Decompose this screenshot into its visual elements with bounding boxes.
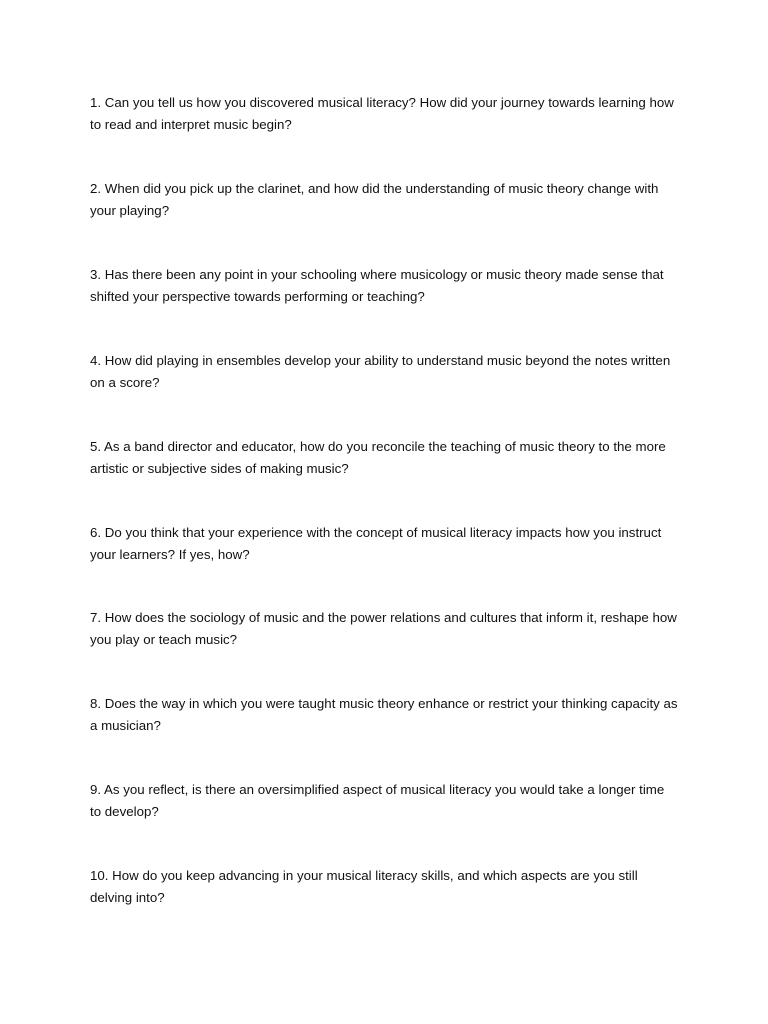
question-5: 5. As a band director and educator, how do you reconcile the teaching of music theory to the more artistic or subjective sides of making music? <box>90 439 666 476</box>
question-7: 7. How does the sociology of music and the power relations and cultures that inform it, reshape how you play or teach music? <box>90 610 677 647</box>
question-3: 3. Has there been any point in your schooling where musicology or music theory made sense that shifted your perspective towards performing or teaching? <box>90 267 664 304</box>
question-9: 9. As you reflect, is there an oversimplified aspect of musical literacy you would take a longer time to develop? <box>90 782 665 819</box>
question-1: 1. Can you tell us how you discovered musical literacy? How did your journey towards learning how to read and interpret music begin? <box>90 95 674 132</box>
question-2: 2. When did you pick up the clarinet, and how did the understanding of music theory change with your playing? <box>90 181 659 218</box>
question-6: 6. Do you think that your experience with the concept of musical literacy impacts how you instruct your learners? If yes, how? <box>90 525 662 562</box>
question-8: 8. Does the way in which you were taught music theory enhance or restrict your thinking capacity as a musician? <box>90 696 678 733</box>
question-4: 4. How did playing in ensembles develop your ability to understand music beyond the notes written on a score? <box>90 353 671 390</box>
question-10: 10. How do you keep advancing in your musical literacy skills, and which aspects are you still delving into? <box>90 868 638 905</box>
